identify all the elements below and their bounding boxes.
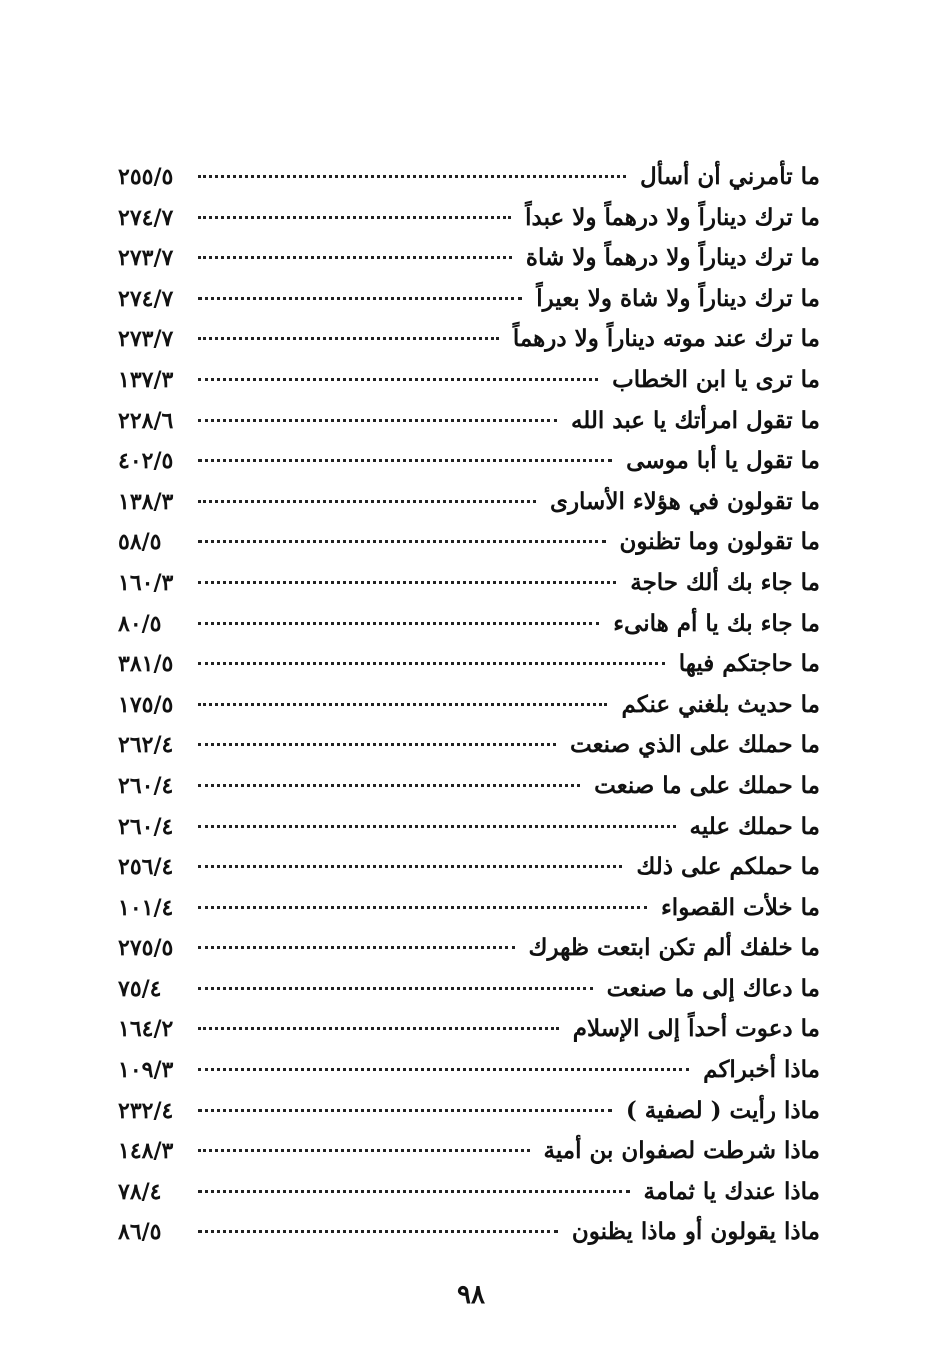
- dot-leader: [198, 743, 556, 746]
- entry-reference: ٢٧٣/٧: [118, 245, 174, 272]
- entry-reference: ٢٣٢/٤: [118, 1097, 174, 1124]
- index-entry: [118, 644, 820, 685]
- entry-text: ما دعاك إلى ما صنعت: [606, 974, 820, 1002]
- dot-leader: [198, 662, 665, 665]
- entry-text: ماذا عندك يا ثمامة: [643, 1177, 820, 1205]
- entry-text: ما حاجتكم فيها: [678, 650, 820, 678]
- entry-text: ماذا شرطت لصفوان بن أمية: [543, 1137, 820, 1165]
- entry-text: ما ترك ديناراً ولا شاة ولا بعيراً: [536, 284, 820, 312]
- entry-text: ما حملكم على ذلك: [636, 853, 820, 881]
- entry-reference: ٢٧٤/٧: [118, 285, 174, 312]
- index-entry: [118, 1172, 820, 1213]
- entry-reference: ٨٦/٥: [118, 1219, 162, 1246]
- dot-leader: [198, 337, 499, 340]
- entry-text: ما حديث بلغني عنكم: [621, 690, 820, 718]
- dot-leader: [198, 865, 622, 868]
- entry-reference: ٢٦٠/٤: [118, 813, 174, 840]
- dot-leader: [198, 946, 515, 949]
- dot-leader: [198, 1190, 630, 1193]
- index-entry: [118, 685, 820, 726]
- entry-text: ما حملك على الذي صنعت: [569, 731, 820, 759]
- dot-leader: [198, 825, 676, 828]
- dot-leader: [198, 703, 607, 706]
- dot-leader: [198, 1109, 612, 1112]
- index-entry: [118, 360, 820, 401]
- dot-leader: [198, 216, 511, 219]
- entry-text: ما ترك ديناراً ولا درهماً ولا شاة: [525, 244, 820, 272]
- entry-reference: ٢٢٨/٦: [118, 407, 174, 434]
- entry-reference: ٢٧٣/٧: [118, 326, 174, 353]
- index-entry: [118, 1009, 820, 1050]
- dot-leader: [198, 906, 647, 909]
- index-entry: [118, 969, 820, 1010]
- entry-text: ما تقولون في هؤلاء الأسارى: [549, 487, 820, 515]
- entry-reference: ١٠٩/٣: [118, 1057, 174, 1084]
- entry-text: ما حملك على ما صنعت: [594, 771, 820, 799]
- entry-reference: ١٦٤/٢: [118, 1016, 174, 1043]
- dot-leader: [198, 540, 606, 543]
- page-number: ٩٨: [457, 1280, 485, 1310]
- entry-text: ما خلأت القصواء: [660, 893, 820, 921]
- index-entry: [118, 563, 820, 604]
- dot-leader: [198, 378, 598, 381]
- index-entry: [118, 1091, 820, 1132]
- index-entry: [118, 319, 820, 360]
- index-entry: [118, 928, 820, 969]
- entry-reference: ١٠١/٤: [118, 894, 174, 921]
- dot-leader: [198, 987, 593, 990]
- entry-reference: ٥٨/٥: [118, 529, 162, 556]
- entry-reference: ٢٧٥/٥: [118, 935, 174, 962]
- entry-reference: ١٣٨/٣: [118, 488, 174, 515]
- index-entry: [118, 522, 820, 563]
- entry-reference: ١٣٧/٣: [118, 366, 174, 393]
- index-entry: [118, 888, 820, 929]
- entry-text: ماذا أخبراكم: [703, 1056, 820, 1084]
- entry-reference: ٢٦٠/٤: [118, 772, 174, 799]
- entry-text: ما تقول امرأتك يا عبد الله: [570, 406, 820, 434]
- entry-text: ما تأمرني أن أسأل: [639, 163, 820, 190]
- index-entry: [118, 766, 820, 807]
- index-entry: [118, 441, 820, 482]
- entry-text: ماذا رأيت ( لصفية ): [625, 1096, 820, 1124]
- index-entry: [118, 401, 820, 442]
- entry-text: ما تقولون وما تظنون: [619, 528, 820, 556]
- entry-text: ما حملك عليه: [689, 812, 820, 840]
- dot-leader: [198, 1230, 558, 1233]
- entry-reference: ٣٨١/٥: [118, 651, 174, 678]
- entry-reference: ٢٥٦/٤: [118, 854, 174, 881]
- entry-reference: ١٧٥/٥: [118, 691, 174, 718]
- dot-leader: [198, 419, 557, 422]
- dot-leader: [198, 622, 599, 625]
- index-entry: [118, 482, 820, 523]
- dot-leader: [198, 256, 512, 259]
- entry-text: ما ترك عند موته ديناراً ولا درهماً: [512, 325, 820, 353]
- entry-reference: ٢٥٥/٥: [118, 164, 174, 190]
- index-entry: [118, 1050, 820, 1091]
- entry-text: ما ترى يا ابن الخطاب: [612, 365, 820, 393]
- entry-reference: ٧٨/٤: [118, 1178, 162, 1205]
- entry-reference: ٨٠/٥: [118, 610, 162, 637]
- entry-text: ما خلفك ألم تكن ابتعت ظهرك: [528, 934, 820, 962]
- entry-reference: ٢٧٤/٧: [118, 204, 174, 231]
- dot-leader: [198, 581, 616, 584]
- entry-text: ما تقول يا أبا موسى: [626, 447, 820, 475]
- entry-reference: ٢٦٢/٤: [118, 732, 174, 759]
- dot-leader: [198, 784, 580, 787]
- entry-reference: ١٦٠/٣: [118, 569, 174, 596]
- index-entry: [118, 604, 820, 645]
- dot-leader: [198, 175, 626, 178]
- entry-text: ما ترك ديناراً ولا درهماً ولا عبداً: [525, 203, 820, 231]
- entry-text: ما دعوت أحداً إلى الإسلام: [572, 1015, 820, 1043]
- index-entry: [118, 725, 820, 766]
- dot-leader: [198, 1027, 559, 1030]
- entry-text: ما جاء بك يا أم هانىء: [613, 609, 820, 637]
- index-entry: [118, 1131, 820, 1172]
- index-entry: [118, 279, 820, 320]
- dot-leader: [198, 1068, 689, 1071]
- dot-leader: [198, 459, 612, 462]
- entry-reference: ٧٥/٤: [118, 975, 162, 1002]
- index-entry: [118, 807, 820, 848]
- index-entry: [118, 238, 820, 279]
- entry-reference: ١٤٨/٣: [118, 1138, 174, 1165]
- index-entry: [118, 198, 820, 239]
- index-entry: [118, 847, 820, 888]
- index-list: [118, 157, 820, 1253]
- dot-leader: [198, 500, 536, 503]
- entry-reference: ٤٠٢/٥: [118, 448, 174, 475]
- index-entry: [118, 157, 820, 198]
- dot-leader: [198, 297, 522, 300]
- index-entry: [118, 1212, 820, 1253]
- dot-leader: [198, 1149, 530, 1152]
- entry-text: ماذا يقولون أو ماذا يظنون: [571, 1218, 820, 1246]
- entry-text: ما جاء بك ألك حاجة: [630, 568, 820, 596]
